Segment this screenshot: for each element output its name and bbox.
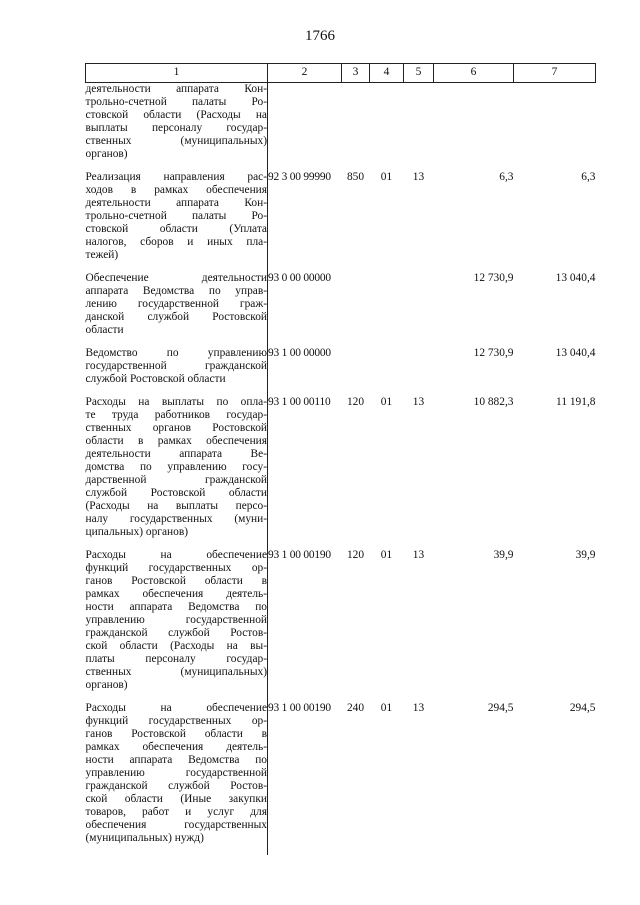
amount-year-2: 6,3 bbox=[581, 171, 596, 183]
expense-type-code bbox=[342, 272, 370, 347]
description-line: обеспечения государственных bbox=[85, 819, 267, 831]
description-line: Ведомство по управлению bbox=[85, 347, 267, 359]
section-code: 01 bbox=[380, 549, 393, 561]
description-line: лению государственной граж- bbox=[85, 298, 267, 310]
section-code: 01 bbox=[380, 171, 393, 183]
description-line: деятельности аппарата Кон- bbox=[85, 197, 267, 209]
target-article-code: 93 1 00 00190 bbox=[268, 702, 331, 714]
section-code bbox=[370, 347, 404, 396]
expense-type-code: 120 bbox=[346, 549, 365, 561]
subsection-code: 13 bbox=[412, 702, 425, 714]
description-line: органов) bbox=[85, 679, 128, 691]
column-header-2: 2 bbox=[268, 64, 342, 83]
description-line: Расходы на обеспечение bbox=[85, 549, 267, 561]
subsection-code bbox=[404, 83, 434, 172]
expense-type-code bbox=[342, 347, 370, 396]
description-line: налу государственных (муни- bbox=[85, 513, 267, 525]
description-line: ской области (Иные закупки bbox=[85, 793, 267, 805]
amount-year-2: 13 040,4 bbox=[555, 272, 596, 284]
table-row bbox=[86, 549, 596, 702]
description-line: трольно-счетной палаты Ро- bbox=[85, 210, 267, 222]
description-line: товаров, работ и услуг для bbox=[85, 806, 267, 818]
table-row bbox=[86, 702, 596, 855]
page-number: 1766 bbox=[305, 28, 335, 44]
description-line: аппарата Ведомства по управ- bbox=[85, 285, 267, 297]
expense-type-code bbox=[342, 83, 370, 172]
section-code: 01 bbox=[380, 396, 393, 408]
target-article-code bbox=[268, 83, 342, 172]
subsection-code: 13 bbox=[412, 171, 425, 183]
column-header-5: 5 bbox=[404, 64, 434, 83]
amount-year-1: 294,5 bbox=[487, 702, 514, 714]
section-code bbox=[370, 272, 404, 347]
description-line: Расходы на обеспечение bbox=[85, 702, 267, 714]
description-line: рамках обеспечения деятель- bbox=[85, 588, 267, 600]
expense-type-code: 240 bbox=[346, 702, 365, 714]
section-code: 01 bbox=[380, 702, 393, 714]
description-line: деятельности аппарата Кон- bbox=[85, 83, 267, 95]
amount-year-2: 39,9 bbox=[575, 549, 596, 561]
target-article-code: 93 1 00 00110 bbox=[268, 396, 331, 408]
amount-year-2: 11 191,8 bbox=[556, 396, 596, 408]
description-line: ственных органов Ростовской bbox=[85, 422, 267, 434]
subsection-code bbox=[404, 272, 434, 347]
budget-table-body bbox=[86, 83, 596, 856]
row-description bbox=[86, 83, 268, 172]
amount-year-1: 6,3 bbox=[499, 171, 514, 183]
amount-year-1: 39,9 bbox=[493, 549, 514, 561]
description-line: службой Ростовской области bbox=[85, 487, 267, 499]
row-description bbox=[86, 549, 268, 702]
description-line: деятельности аппарата Ве- bbox=[85, 448, 267, 460]
amount-year-2: 13 040,4 bbox=[555, 347, 596, 359]
description-line: налогов, сборов и иных пла- bbox=[85, 236, 267, 248]
row-description bbox=[86, 171, 268, 272]
description-line: службой Ростовской области bbox=[85, 373, 226, 385]
description-line: Обеспечение деятельности bbox=[85, 272, 267, 284]
description-line: ской области (Расходы на вы- bbox=[85, 640, 267, 652]
description-line: управлению государственной bbox=[85, 767, 267, 779]
table-row bbox=[86, 171, 596, 272]
target-article-code: 93 0 00 00000 bbox=[268, 272, 331, 284]
row-description bbox=[86, 396, 268, 549]
description-line: дарственной гражданской bbox=[85, 474, 267, 486]
column-header-6: 6 bbox=[434, 64, 514, 83]
description-line: тежей) bbox=[85, 249, 119, 261]
table-row bbox=[86, 347, 596, 396]
amount-year-2: 294,5 bbox=[569, 702, 596, 714]
target-article-code: 93 1 00 00190 bbox=[268, 549, 331, 561]
subsection-code bbox=[404, 347, 434, 396]
table-row bbox=[86, 272, 596, 347]
description-line: функций государственных ор- bbox=[85, 562, 267, 574]
column-header-4: 4 bbox=[370, 64, 404, 83]
description-line: (Расходы на выплаты персо- bbox=[85, 500, 267, 512]
description-line: ципальных) органов) bbox=[85, 526, 188, 538]
row-description bbox=[86, 272, 268, 347]
description-line: данской службой Ростовской bbox=[85, 311, 267, 323]
description-line: государственной гражданской bbox=[85, 360, 267, 372]
description-line: ности аппарата Ведомства по bbox=[85, 601, 267, 613]
subsection-code: 13 bbox=[412, 396, 425, 408]
amount-year-1 bbox=[434, 83, 514, 172]
description-line: области bbox=[85, 324, 124, 336]
description-line: функций государственных ор- bbox=[85, 715, 267, 727]
description-line: выплаты персоналу государ- bbox=[85, 122, 267, 134]
section-code bbox=[370, 83, 404, 172]
description-line: стовской области (Уплата bbox=[85, 223, 267, 235]
description-line: Расходы на выплаты по опла- bbox=[85, 396, 267, 408]
amount-year-1: 12 730,9 bbox=[473, 347, 514, 359]
description-line: области в рамках обеспечения bbox=[85, 435, 267, 447]
description-line: домства по управлению госу- bbox=[85, 461, 267, 473]
amount-year-1: 12 730,9 bbox=[473, 272, 514, 284]
description-line: платы персоналу государ- bbox=[85, 653, 267, 665]
column-header-3: 3 bbox=[342, 64, 370, 83]
row-description bbox=[86, 347, 268, 396]
description-line: ходов в рамках обеспечения bbox=[85, 184, 267, 196]
expense-type-code: 850 bbox=[346, 171, 365, 183]
target-article-code: 93 1 00 00000 bbox=[268, 347, 331, 359]
description-line: Реализация направления рас- bbox=[85, 171, 267, 183]
table-row bbox=[86, 396, 596, 549]
expense-type-code: 120 bbox=[346, 396, 365, 408]
target-article-code: 92 3 00 99990 bbox=[268, 171, 331, 183]
budget-table bbox=[85, 63, 596, 855]
amount-year-2 bbox=[514, 83, 596, 172]
row-description bbox=[86, 702, 268, 855]
column-header-7: 7 bbox=[514, 64, 596, 83]
description-line: органов) bbox=[85, 148, 128, 160]
subsection-code: 13 bbox=[412, 549, 425, 561]
amount-year-1: 10 882,3 bbox=[473, 396, 514, 408]
description-line: рамках обеспечения деятель- bbox=[85, 741, 267, 753]
description-line: ственных (муниципальных) bbox=[85, 135, 267, 147]
table-row bbox=[86, 83, 596, 172]
description-line: ганов Ростовской области в bbox=[85, 728, 267, 740]
description-line: ственных (муниципальных) bbox=[85, 666, 267, 678]
column-number-header-row bbox=[86, 64, 596, 83]
description-line: ности аппарата Ведомства по bbox=[85, 754, 267, 766]
column-header-1: 1 bbox=[86, 64, 268, 83]
description-line: те труда работников государ- bbox=[85, 409, 267, 421]
description-line: ганов Ростовской области в bbox=[85, 575, 267, 587]
description-line: стовской области (Расходы на bbox=[85, 109, 267, 121]
description-line: управлению государственной bbox=[85, 614, 267, 626]
description-line: гражданской службой Ростов- bbox=[85, 627, 267, 639]
description-line: (муниципальных) нужд) bbox=[85, 832, 204, 844]
description-line: гражданской службой Ростов- bbox=[85, 780, 267, 792]
description-line: трольно-счетной палаты Ро- bbox=[85, 96, 267, 108]
